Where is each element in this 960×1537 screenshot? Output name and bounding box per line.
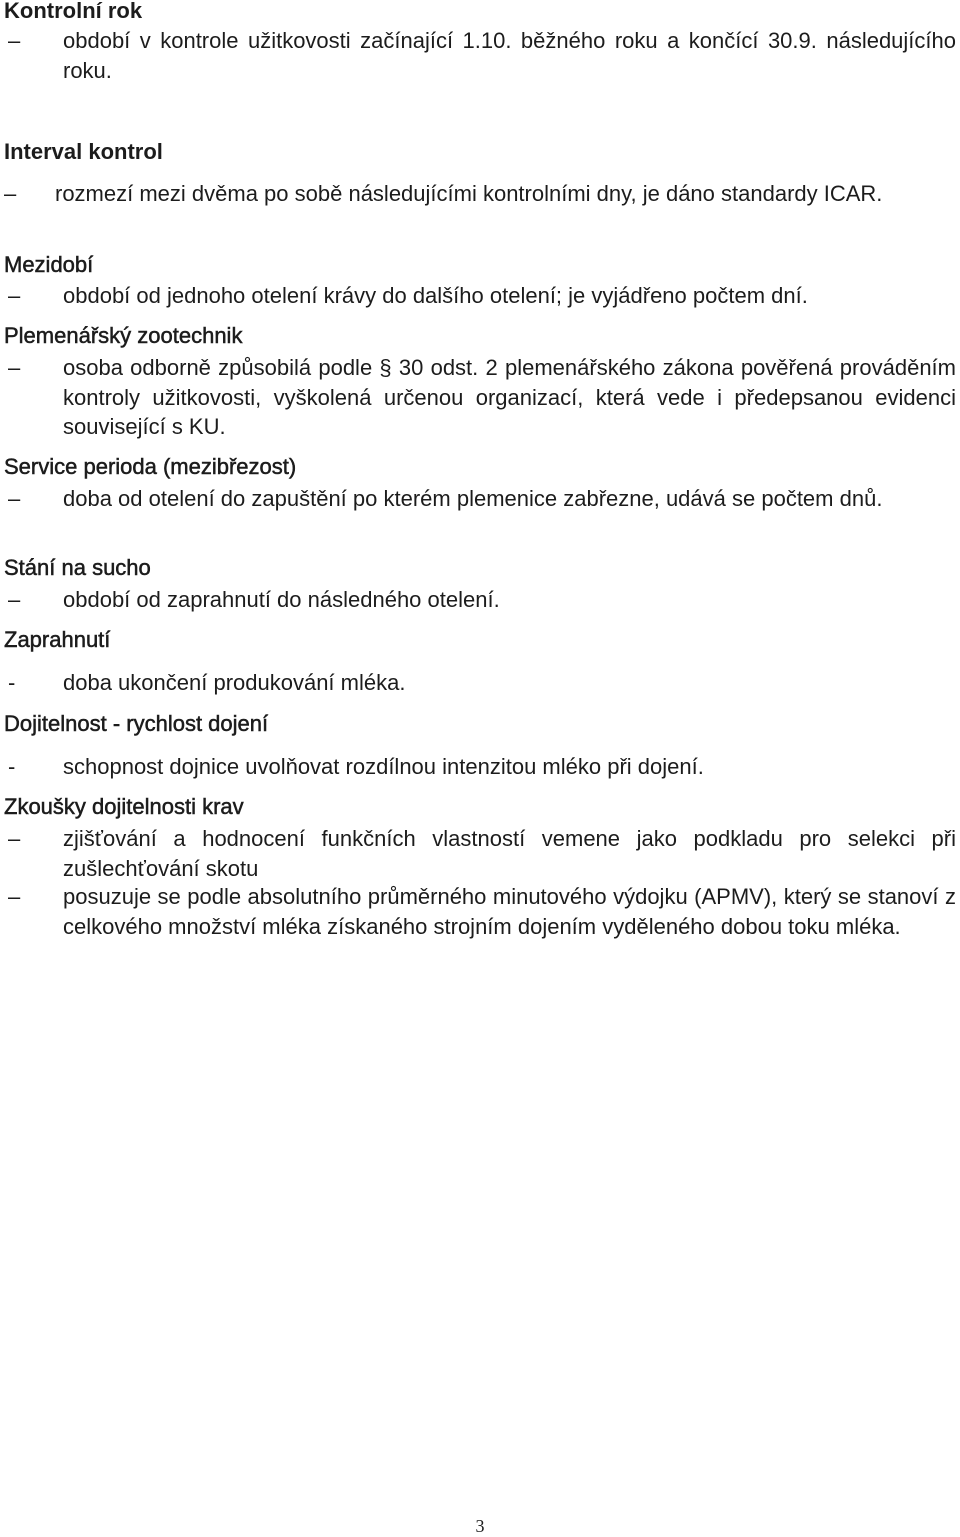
definition-text: doba ukončení produkování mléka.: [63, 670, 406, 695]
definition-text: zjišťování a hodnocení funkčních vlastností vemene jako podkladu pro selekci při zušlechťování skotu: [63, 826, 956, 881]
definition-text: období v kontrole užitkovosti začínající 1.10. běžného roku a končící 30.9. následujícího roku.: [63, 28, 956, 83]
definition-mezidobi: [4, 281, 956, 311]
dash-bullet: –: [4, 181, 17, 206]
definition-text: rozmezí mezi dvěma po sobě následujícími kontrolními dny, je dáno standardy ICAR.: [55, 181, 883, 206]
dash-bullet: -: [8, 670, 16, 695]
definition-interval-kontrol: [4, 179, 956, 209]
dash-bullet: –: [8, 355, 21, 380]
definition-text: schopnost dojnice uvolňovat rozdílnou intenzitou mléko při dojení.: [63, 754, 704, 779]
definition-stani-na-sucho: [4, 585, 956, 615]
term-zkousky-dojitelnosti: Zkoušky dojitelnosti krav: [4, 794, 244, 819]
definition-text: osoba odborně způsobilá podle § 30 odst. 2 plemenářského zákona pověřená prováděním kontroly užitkovosti, vyškolená určenou organizací, která vede i předepsanou evidenci související s KU.: [63, 355, 956, 439]
term-service-perioda: Service perioda (mezibřezost): [4, 454, 297, 479]
dash-bullet: -: [8, 754, 16, 779]
term-zaprahnuti: Zaprahnutí: [4, 627, 111, 652]
dash-bullet: –: [8, 826, 21, 851]
dash-bullet: –: [8, 486, 21, 511]
definition-text: období od jednoho otelení krávy do dalšího otelení; je vyjádřeno počtem dní.: [63, 283, 808, 308]
term-stani-na-sucho: Stání na sucho: [4, 555, 151, 580]
definition-dojitelnost: [4, 752, 956, 782]
definition-text: posuzuje se podle absolutního průměrného minutového výdojku (APMV), který se stanoví z celkového množství mléka získaného strojním dojením vyděleného dobou toku mléka.: [63, 884, 956, 939]
definition-service-perioda: [4, 484, 956, 514]
page-number: 3: [475, 1516, 485, 1536]
term-dojitelnost: Dojitelnost - rychlost dojení: [4, 711, 269, 736]
term-interval-kontrol: Interval kontrol: [4, 139, 163, 164]
term-kontrolni-rok: Kontrolní rok: [4, 0, 143, 23]
term-mezidobi: Mezidobí: [4, 252, 94, 277]
definition-plemenarsky-zootechnik: [4, 353, 956, 442]
dash-bullet: –: [8, 884, 21, 909]
definition-text: doba od otelení do zapuštění po kterém plemenice zabřezne, udává se počtem dnů.: [63, 486, 883, 511]
definition-zaprahnuti: [4, 668, 956, 698]
definition-zkousky-dojitelnosti-1: [4, 824, 956, 883]
dash-bullet: –: [8, 28, 21, 53]
dash-bullet: –: [8, 587, 21, 612]
definition-zkousky-dojitelnosti-2: [4, 882, 956, 941]
definition-kontrolni-rok: [4, 26, 956, 85]
term-plemenarsky-zootechnik: Plemenářský zootechnik: [4, 323, 243, 348]
dash-bullet: –: [8, 283, 21, 308]
definition-text: období od zaprahnutí do následného otelení.: [63, 587, 500, 612]
